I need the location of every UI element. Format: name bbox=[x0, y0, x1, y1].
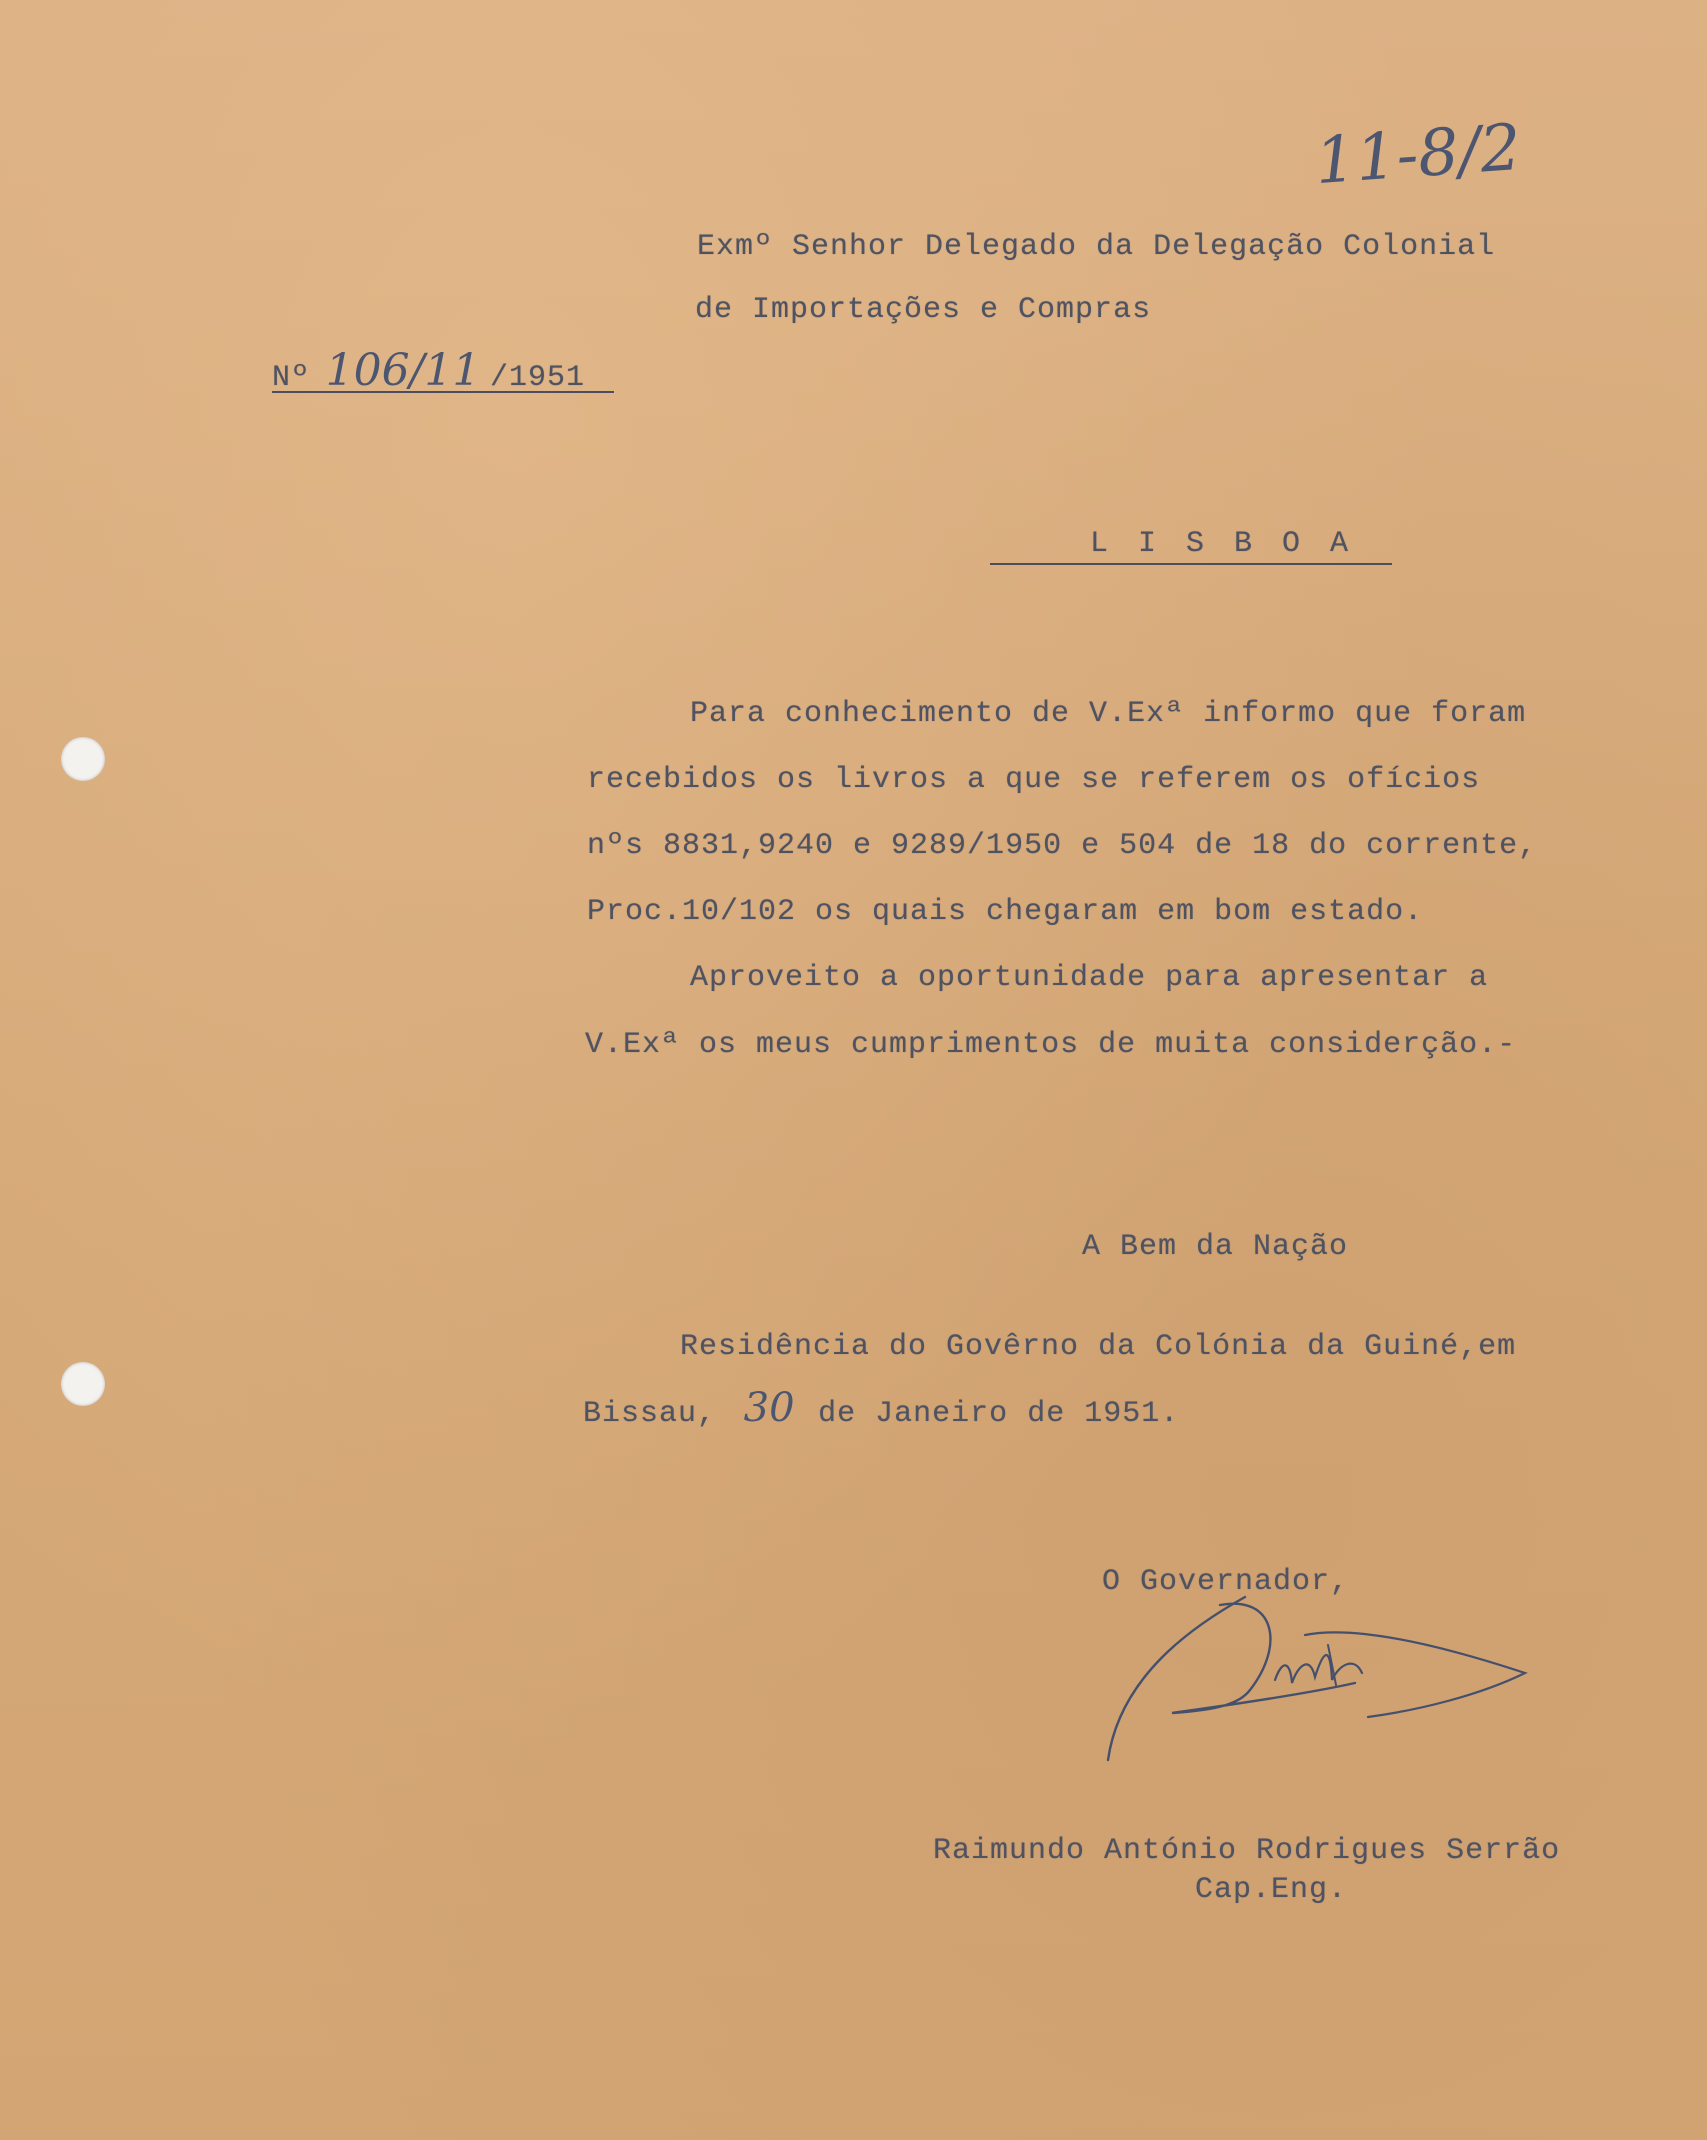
place-date-suffix: de Janeiro de 1951. bbox=[818, 1397, 1180, 1431]
body-line-6: V.Exª os meus cumprimentos de muita considerção.- bbox=[585, 1028, 1517, 1062]
addressee-line-1: Exmº Senhor Delegado da Delegação Colonial bbox=[697, 230, 1496, 264]
signatory-rank: Cap.Eng. bbox=[1195, 1873, 1348, 1907]
closing-salutation: A Bem da Nação bbox=[1082, 1230, 1349, 1264]
signatory-title: O Governador, bbox=[1102, 1565, 1350, 1599]
city-heading: L I S B O A bbox=[1090, 527, 1355, 561]
punch-hole-bottom bbox=[61, 1362, 105, 1406]
doc-number-prefix: Nº bbox=[272, 361, 311, 395]
body-line-3: nºs 8831,9240 e 9289/1950 e 504 de 18 do corrente, bbox=[587, 829, 1538, 863]
signature-drawing bbox=[1100, 1585, 1540, 1770]
place-date-line-2 bbox=[583, 1385, 1179, 1431]
city-underline bbox=[990, 563, 1392, 565]
punch-hole-top bbox=[61, 737, 105, 781]
place-date-day: 30 bbox=[743, 1385, 795, 1431]
doc-number bbox=[272, 345, 585, 396]
body-line-1: Para conhecimento de V.Exª informo que foram bbox=[690, 697, 1527, 731]
doc-number-suffix: /1951 bbox=[490, 361, 586, 395]
doc-number-underline bbox=[272, 391, 614, 393]
body-line-5: Aproveito a oportunidade para apresentar a bbox=[690, 961, 1489, 995]
addressee-line-2: de Importações e Compras bbox=[695, 293, 1152, 327]
body-line-4: Proc.10/102 os quais chegaram em bom estado. bbox=[587, 895, 1424, 929]
place-date-prefix: Bissau, bbox=[583, 1397, 717, 1431]
signatory-name: Raimundo António Rodrigues Serrão bbox=[933, 1834, 1561, 1868]
doc-number-handwritten: 106/11 bbox=[325, 345, 481, 396]
place-date-line-1: Residência do Govêrno da Colónia da Guiné,em bbox=[680, 1330, 1517, 1364]
body-line-2: recebidos os livros a que se referem os ofícios bbox=[587, 763, 1481, 797]
file-reference: 11-8/2 bbox=[1312, 110, 1524, 200]
